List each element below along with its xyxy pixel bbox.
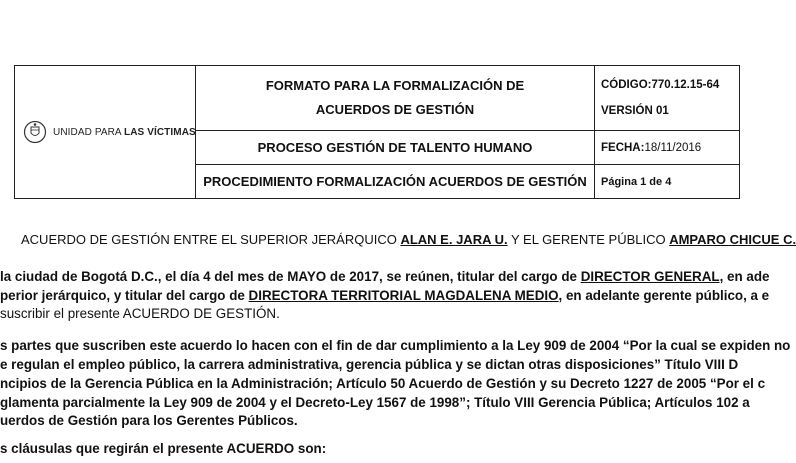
page-cell	[595, 165, 740, 199]
document-header-table	[14, 65, 740, 199]
paragraph-1-line-1: la ciudad de Bogotá D.C., el día 4 del mes de MAYO de 2017, se reúnen, titular del cargo de DIRECTOR GENERAL, en ade	[0, 269, 770, 284]
paragraph-2-line-3: ncipios de la Gerencia Pública en la Administración; Artículo 50 Acuerdo de Gestión y su Decreto 1227 de 2005 “Por el c	[0, 376, 766, 391]
logo	[15, 120, 195, 144]
paragraph-2-line-4: glamenta parcialmente la Ley 909 de 2004 y el Decreto-Ley 1567 de 1998”; Título VIII Gerencia Pública; Artículos 102 a	[0, 395, 750, 410]
paragraph-3-line-1: s cláusulas que regirán el presente ACUERDO son:	[0, 441, 327, 456]
logo-text: UNIDAD PARA LAS VÍCTIMAS	[53, 126, 196, 138]
page-number: Página 1 de 4	[601, 175, 672, 188]
format-title-line-2: ACUERDOS DE GESTIÓN	[315, 102, 475, 117]
paragraph-1-line-3: suscribir el presente ACUERDO DE GESTIÓN.	[0, 306, 280, 321]
document-version: VERSIÓN 01	[601, 105, 669, 117]
paragraph-2-line-2: e regulan el empleo público, la carrera administrativa, gerencia pública y se dictan otras disposiciones” Título VIII D	[0, 357, 739, 372]
process-cell	[196, 131, 595, 165]
procedure-cell	[196, 165, 595, 199]
date-label: FECHA:	[601, 141, 645, 154]
paragraph-1-line-2: perior jerárquico, y titular del cargo de DIRECTORA TERRITORIAL MAGDALENA MEDIO, en adelante gerente público, a e	[0, 288, 770, 303]
superior-name: ALAN E. JARA U.	[400, 232, 508, 247]
format-title-line-1: FORMATO PARA LA FORMALIZACIÓN DE	[265, 78, 525, 93]
document-code: CÓDIGO:770.12.15-64	[601, 79, 720, 91]
paragraph-2-line-5: uerdos de Gestión para los Gerentes Públicos.	[0, 413, 298, 428]
process-name: PROCESO GESTIÓN DE TALENTO HUMANO	[257, 139, 533, 155]
procedure-name: PROCEDIMIENTO FORMALIZACIÓN ACUERDOS DE GESTIÓN	[203, 173, 587, 189]
format-title-cell	[196, 66, 595, 131]
date-cell	[595, 131, 740, 165]
logo-cell	[15, 66, 196, 199]
coat-of-arms-icon	[23, 120, 47, 144]
paragraph-2-line-1: s partes que suscriben este acuerdo lo hacen con el fin de dar cumplimiento a la Ley 909 de 2004 “Por la cual se expiden no	[0, 338, 791, 353]
code-version-cell	[595, 66, 740, 131]
manager-name: AMPARO CHICUE C.	[669, 232, 796, 247]
date-value: 18/11/2016	[644, 141, 702, 154]
agreement-title: ACUERDO DE GESTIÓN ENTRE EL SUPERIOR JERÁRQUICO ALAN E. JARA U. Y EL GERENTE PÚBLICO AMPARO CHICUE C.	[21, 232, 796, 247]
